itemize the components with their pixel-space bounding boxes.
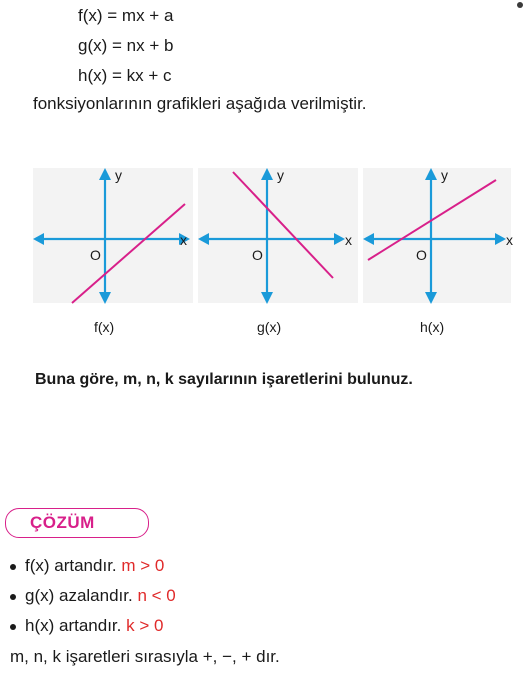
equation-h: h(x) = kx + c [78,66,172,85]
solution-item [10,556,164,576]
equation-f: f(x) = mx + a [78,6,174,25]
equation-g: g(x) = nx + b [78,36,174,55]
origin-label: O [416,247,427,263]
solution-item-text: h(x) artandır. [25,616,122,635]
graph-caption: h(x) [420,319,445,335]
origin-label: O [90,247,101,263]
solution-item [10,616,163,636]
graph-h [360,162,525,342]
x-label: x [506,232,513,248]
intro-text: fonksiyonlarının grafikleri aşağıda verilmiştir. [33,94,367,113]
solution-item-condition: m > 0 [121,556,165,575]
y-label: y [115,167,122,183]
x-label: x [180,232,187,248]
graph-panel [363,168,511,303]
solution-item-text: f(x) artandır. [25,556,117,575]
bullet-icon [10,624,16,630]
solution-item-text: g(x) azalandır. [25,586,133,605]
graph-g [195,162,365,342]
solution-title: ÇÖZÜM [30,513,95,532]
bullet-icon [10,564,16,570]
origin-label: O [252,247,263,263]
y-label: y [441,167,448,183]
solution-tab [5,508,149,538]
corner-mark [517,2,523,8]
y-label: y [277,167,284,183]
solution-item-condition: k > 0 [126,616,164,635]
solution-item-condition: n < 0 [137,586,176,605]
conclusion-text: m, n, k işaretleri sırasıyla +, −, + dır. [10,647,280,666]
x-label: x [345,232,352,248]
graph-caption: g(x) [257,319,282,335]
solution-item [10,586,176,606]
question-text: Buna göre, m, n, k sayılarının işaretlerini bulunuz. [35,371,413,388]
graph-caption: f(x) [94,319,115,335]
bullet-icon [10,594,16,600]
graph-f [30,162,200,342]
graph-panel [33,168,193,303]
